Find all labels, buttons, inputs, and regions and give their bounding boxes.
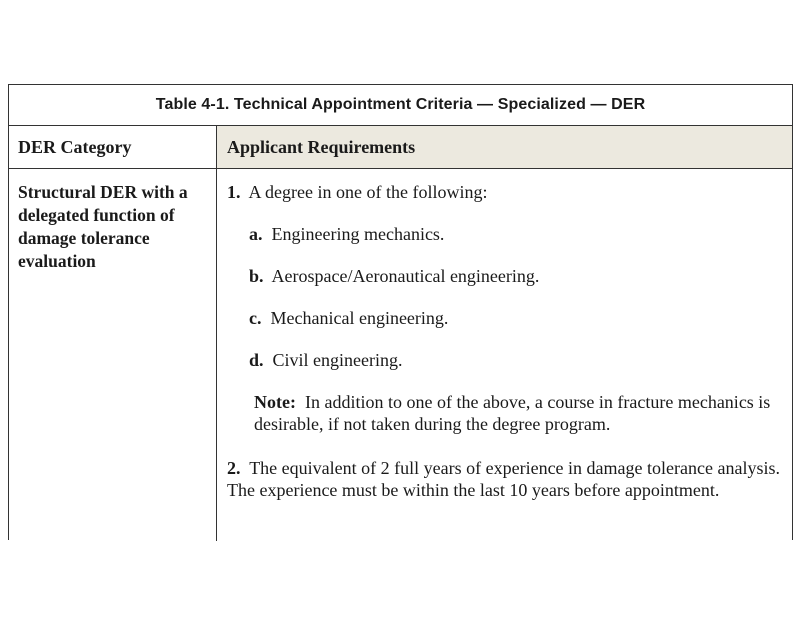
requirement-1-text: A degree in one of the following: — [248, 182, 488, 202]
der-category-cell: Structural DER with a delegated function of damage tolerance evaluation — [18, 182, 188, 271]
degree-item-d — [249, 349, 403, 371]
table-header-row — [9, 126, 792, 169]
criteria-table — [8, 84, 793, 540]
table-caption — [9, 85, 792, 126]
degree-item-d-text: Civil engineering. — [272, 350, 403, 370]
header-applicant-requirements: Applicant Requirements — [217, 126, 792, 168]
requirement-2-text: The equivalent of 2 full years of experience in damage tolerance analysis. The experience must be within the last 10 years before appointment. — [227, 458, 780, 500]
header-der-category: DER Category — [18, 136, 132, 157]
column-divider — [216, 126, 217, 541]
table-caption-text: Table 4-1. Technical Appointment Criteria — Specialized — DER — [155, 96, 646, 113]
degree-item-b-letter: b. — [249, 266, 264, 286]
degree-item-a-letter: a. — [249, 224, 263, 244]
degree-note-text: In addition to one of the above, a course in fracture mechanics is desirable, if not taken during the degree program. — [254, 392, 771, 434]
requirement-2-number: 2. — [227, 458, 241, 478]
requirement-1 — [227, 181, 487, 203]
degree-item-d-letter: d. — [249, 350, 264, 370]
requirement-1-number: 1. — [227, 182, 241, 202]
degree-item-c-text: Mechanical engineering. — [270, 308, 449, 328]
degree-item-c — [249, 307, 448, 329]
degree-note — [254, 391, 774, 435]
degree-item-a — [249, 223, 444, 245]
degree-item-a-text: Engineering mechanics. — [271, 224, 445, 244]
degree-item-b-text: Aerospace/Aeronautical engineering. — [271, 266, 540, 286]
degree-item-b — [249, 265, 539, 287]
degree-note-label: Note: — [254, 392, 296, 412]
degree-item-c-letter: c. — [249, 308, 262, 328]
requirement-2 — [227, 457, 787, 501]
